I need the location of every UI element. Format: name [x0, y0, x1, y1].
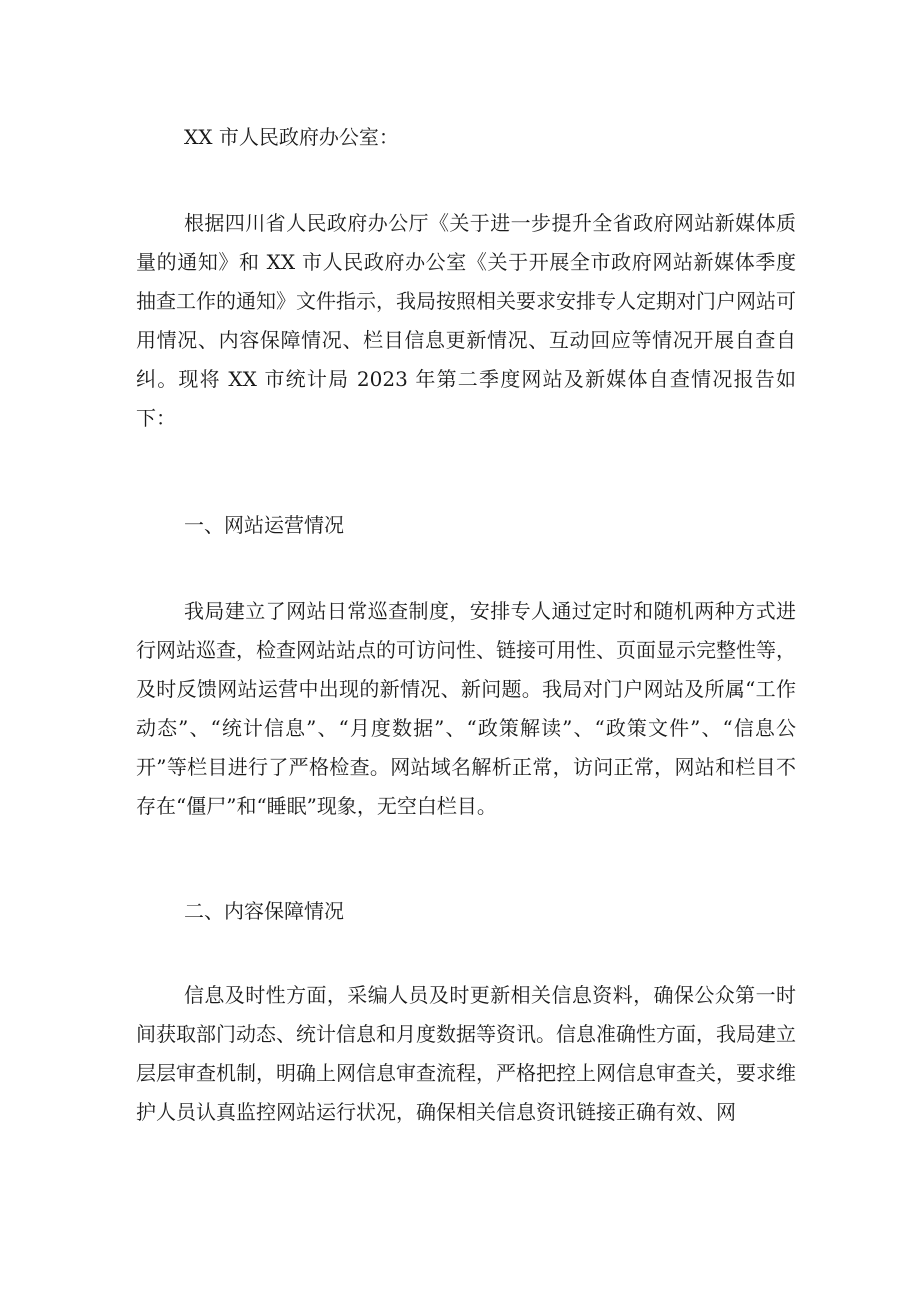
salutation: XX 市人民政府办公室：: [184, 125, 399, 149]
section-heading-content-assurance: 二、内容保障情况: [184, 899, 344, 923]
section-body-website-operation: 我局建立了网站日常巡查制度，安排专人通过定时和随机两种方式进行网站巡查，检查网站站点的可访问性、链接可用性、页面显示完整性等，及时反馈网站运营中出现的新情况、新问题。我局对门户网站及所属“工作动态”、“统计信息”、“月度数据”、“政策解读”、“政策文件”、“信息公开”等栏目进行了严格检查。网站域名解析正常，访问正常，网站和栏目不存在“僵尸”和“睡眠”现象，无空白栏目。: [136, 599, 796, 818]
section-heading-website-operation: 一、网站运营情况: [184, 513, 344, 537]
section-body-content-assurance: 信息及时性方面，采编人员及时更新相关信息资料，确保公众第一时间获取部门动态、统计信息和月度数据等资讯。信息准确性方面，我局建立层层审查机制，明确上网信息审查流程，严格把控上网信息审查关，要求维护人员认真监控网站运行状况，确保相关信息资讯链接正确有效、网: [136, 983, 796, 1124]
intro-paragraph: 根据四川省人民政府办公厅《关于进一步提升全省政府网站新媒体质量的通知》和 XX 市人民政府办公室《关于开展全市政府网站新媒体季度抽查工作的通知》文件指示，我局按照相关要求安排专人定期对门户网站可用情况、内容保障情况、栏目信息更新情况、互动回应等情况开展自查自纠。现将 XX 市统计局 2023 年第二季度网站及新媒体自查情况报告如下：: [136, 211, 796, 430]
